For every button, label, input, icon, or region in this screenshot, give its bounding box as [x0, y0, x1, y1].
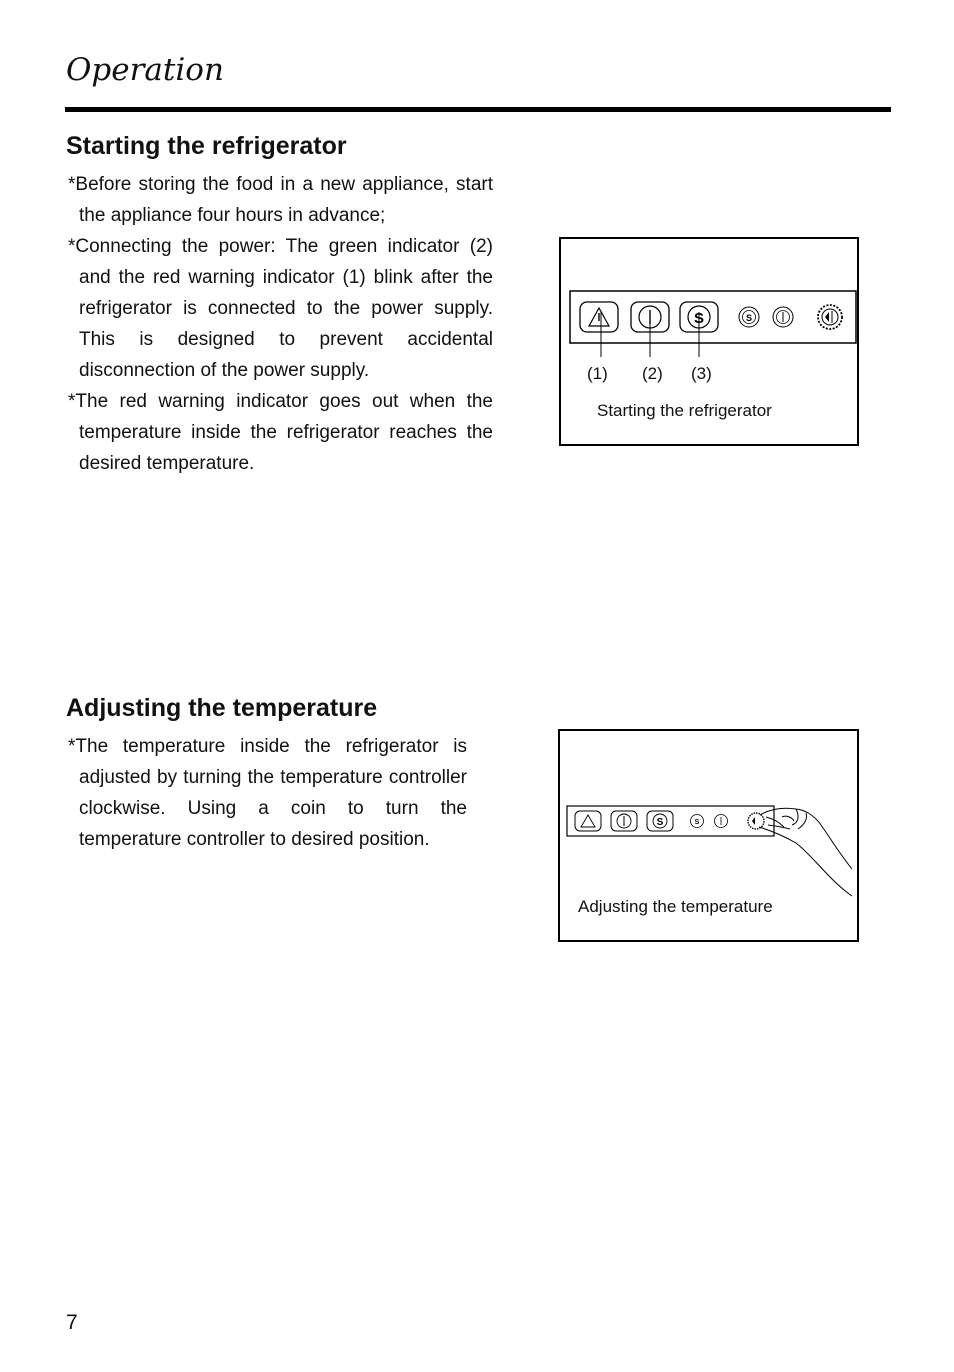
callout-3: (3): [691, 364, 712, 383]
svg-text:S: S: [745, 313, 753, 323]
header-rule: [65, 107, 891, 112]
starting-body: [66, 169, 493, 479]
adjusting-paragraph-1: *The temperature inside the refrigerator is adjusted by turning the temperature controller clockwise. Using a coin to turn the temperature controller to desired position.: [68, 736, 467, 850]
callout-1: (1): [587, 364, 608, 383]
page-number: 7: [66, 1311, 78, 1334]
section-heading-adjusting: Adjusting the temperature: [66, 694, 378, 722]
page-header-title: Operation: [66, 52, 224, 88]
callout-2: (2): [642, 364, 663, 383]
figure-caption-starting: Starting the refrigerator: [597, 401, 772, 420]
starting-paragraph-1: *Before storing the food in a new appliance, start the appliance four hours in advance;: [68, 174, 493, 226]
svg-text:S: S: [656, 817, 664, 828]
control-panel-figure: [559, 237, 859, 446]
svg-text:S: S: [693, 310, 705, 327]
figure-caption-adjusting: Adjusting the temperature: [578, 897, 773, 916]
adjusting-body: [66, 731, 467, 855]
starting-paragraph-2: *Connecting the power: The green indicator (2) and the red warning indicator (1) blink after the refrigerator is connected to the power supply. This is designed to prevent accidental disconnection of the power supply.: [68, 236, 493, 381]
adjust-temperature-figure: [558, 729, 859, 942]
section-heading-starting: Starting the refrigerator: [66, 132, 347, 160]
starting-paragraph-3: *The red warning indicator goes out when the temperature inside the refrigerator reaches the desired temperature.: [68, 391, 493, 474]
svg-text:S: S: [694, 819, 700, 826]
